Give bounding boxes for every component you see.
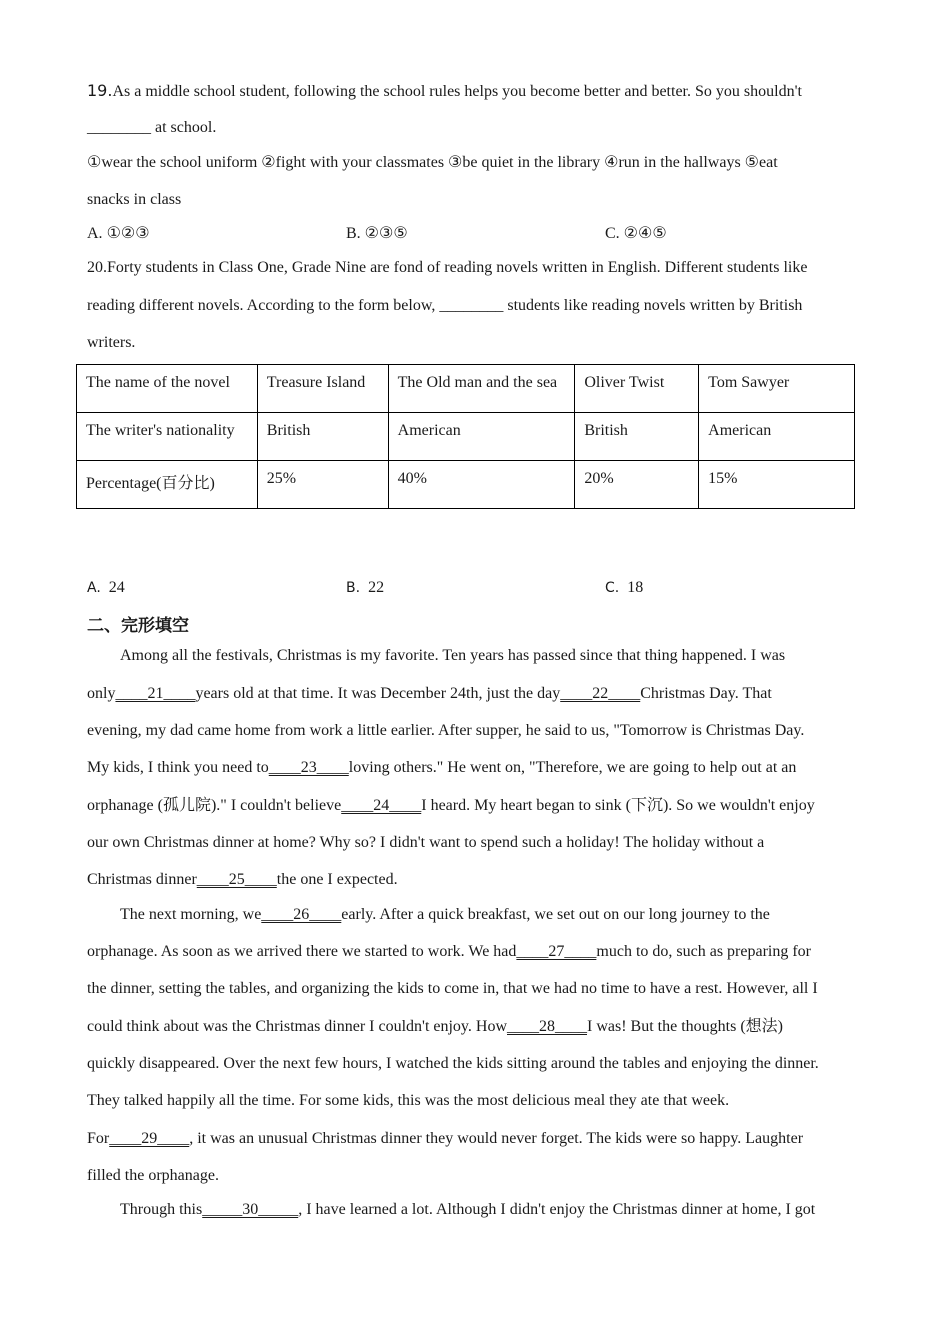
- q19-number: 19.: [87, 81, 113, 100]
- q19-stem: As a middle school student, following the school rules helps you become better and better. So you shouldn't: [112, 83, 802, 100]
- table-cell: British: [257, 413, 388, 461]
- q19-line1: [87, 81, 802, 102]
- table-cell: 15%: [699, 461, 855, 509]
- blank-27[interactable]: ____27____: [516, 943, 597, 960]
- q19-choices-line1: ①wear the school uniform ②fight with your classmates ③be quiet in the library ④run in the hallways ⑤eat: [87, 154, 778, 171]
- table-row: [77, 413, 855, 461]
- passage-line: Christmas dinner____25____the one I expected.: [87, 871, 398, 888]
- table-cell: American: [388, 413, 575, 461]
- table-cell: British: [575, 413, 699, 461]
- table-cell: Oliver Twist: [575, 365, 699, 413]
- blank-26[interactable]: ____26____: [261, 906, 342, 923]
- passage-line: For____29____, it was an unusual Christmas dinner they would never forget. The kids were so happy. Laughter: [87, 1130, 804, 1147]
- passage-line: our own Christmas dinner at home? Why so? I didn't want to spend such a holiday! The holiday without a: [87, 834, 765, 851]
- passage-line: the dinner, setting the tables, and organizing the kids to come in, that we had no time to have a rest. However, all I: [87, 980, 818, 997]
- q19-option-b[interactable]: B. ②③⑤: [346, 225, 408, 242]
- passage-line: Through this_____30_____, I have learned a lot. Although I didn't enjoy the Christmas dinner at home, I got: [120, 1201, 816, 1218]
- passage-line: filled the orphanage.: [87, 1167, 219, 1184]
- table-cell: Treasure Island: [257, 365, 388, 413]
- table-cell: The Old man and the sea: [388, 365, 575, 413]
- table-cell: 40%: [388, 461, 575, 509]
- table-row: [77, 365, 855, 413]
- passage-line: quickly disappeared. Over the next few hours, I watched the kids sitting around the tables and enjoying the dinner.: [87, 1055, 819, 1072]
- q20-option-b[interactable]: B. 22: [346, 579, 385, 596]
- q20-option-a[interactable]: A. 24: [87, 579, 125, 596]
- table-cell: American: [699, 413, 855, 461]
- passage-line: orphanage (孤儿院)." I couldn't believe____24____I heard. My heart began to sink (下沉). So we wouldn't enjoy: [87, 797, 815, 814]
- table-row: [77, 461, 855, 509]
- passage-line: My kids, I think you need to____23____loving others." He went on, "Therefore, we are going to help out at an: [87, 759, 797, 776]
- blank-21[interactable]: ____21____: [115, 685, 196, 702]
- q20-option-c[interactable]: C. 18: [605, 579, 644, 596]
- table-cell: The name of the novel: [77, 365, 258, 413]
- novel-table: [76, 364, 855, 509]
- passage-line: only____21____years old at that time. It was December 24th, just the day____22____Christmas Day. That: [87, 685, 772, 702]
- q19-line2: ________ at school.: [87, 119, 217, 136]
- q20-line3: writers.: [87, 334, 136, 351]
- blank-29[interactable]: ____29____: [109, 1130, 190, 1147]
- passage-line: The next morning, we____26____early. After a quick breakfast, we set out on our long journey to the: [120, 906, 770, 923]
- table-cell: 20%: [575, 461, 699, 509]
- passage-line: Among all the festivals, Christmas is my favorite. Ten years has passed since that thing happened. I was: [120, 647, 786, 664]
- passage-line: could think about was the Christmas dinner I couldn't enjoy. How____28____I was! But the thoughts (想法): [87, 1018, 783, 1035]
- blank-23[interactable]: ____23____: [268, 759, 349, 776]
- passage-line: orphanage. As soon as we arrived there we started to work. We had____27____much to do, such as preparing for: [87, 943, 811, 960]
- table-cell: The writer's nationality: [77, 413, 258, 461]
- q20-line1: 20.Forty students in Class One, Grade Nine are fond of reading novels written in English. Different students like: [87, 259, 808, 276]
- table-cell: Percentage(百分比): [77, 461, 258, 509]
- q19-option-a[interactable]: A. ①②③: [87, 225, 150, 242]
- section-title: 二、完形填空: [87, 616, 189, 636]
- blank-28[interactable]: ____28____: [507, 1018, 587, 1035]
- blank-24[interactable]: ____24____: [341, 797, 422, 814]
- table-cell: Tom Sawyer: [699, 365, 855, 413]
- q19-choices-line2: snacks in class: [87, 191, 182, 208]
- blank-22[interactable]: ____22____: [560, 685, 641, 702]
- q20-line2: reading different novels. According to the form below, ________ students like reading novels written by British: [87, 297, 803, 314]
- q19-option-c[interactable]: C. ②④⑤: [605, 225, 667, 242]
- blank-25[interactable]: ____25____: [196, 871, 277, 888]
- blank-30[interactable]: _____30_____: [202, 1201, 299, 1218]
- table-cell: 25%: [257, 461, 388, 509]
- passage-line: They talked happily all the time. For some kids, this was the most delicious meal they ate that week.: [87, 1092, 730, 1109]
- passage-line: evening, my dad came home from work a little earlier. After supper, he said to us, "Tomorrow is Christmas Day.: [87, 722, 805, 739]
